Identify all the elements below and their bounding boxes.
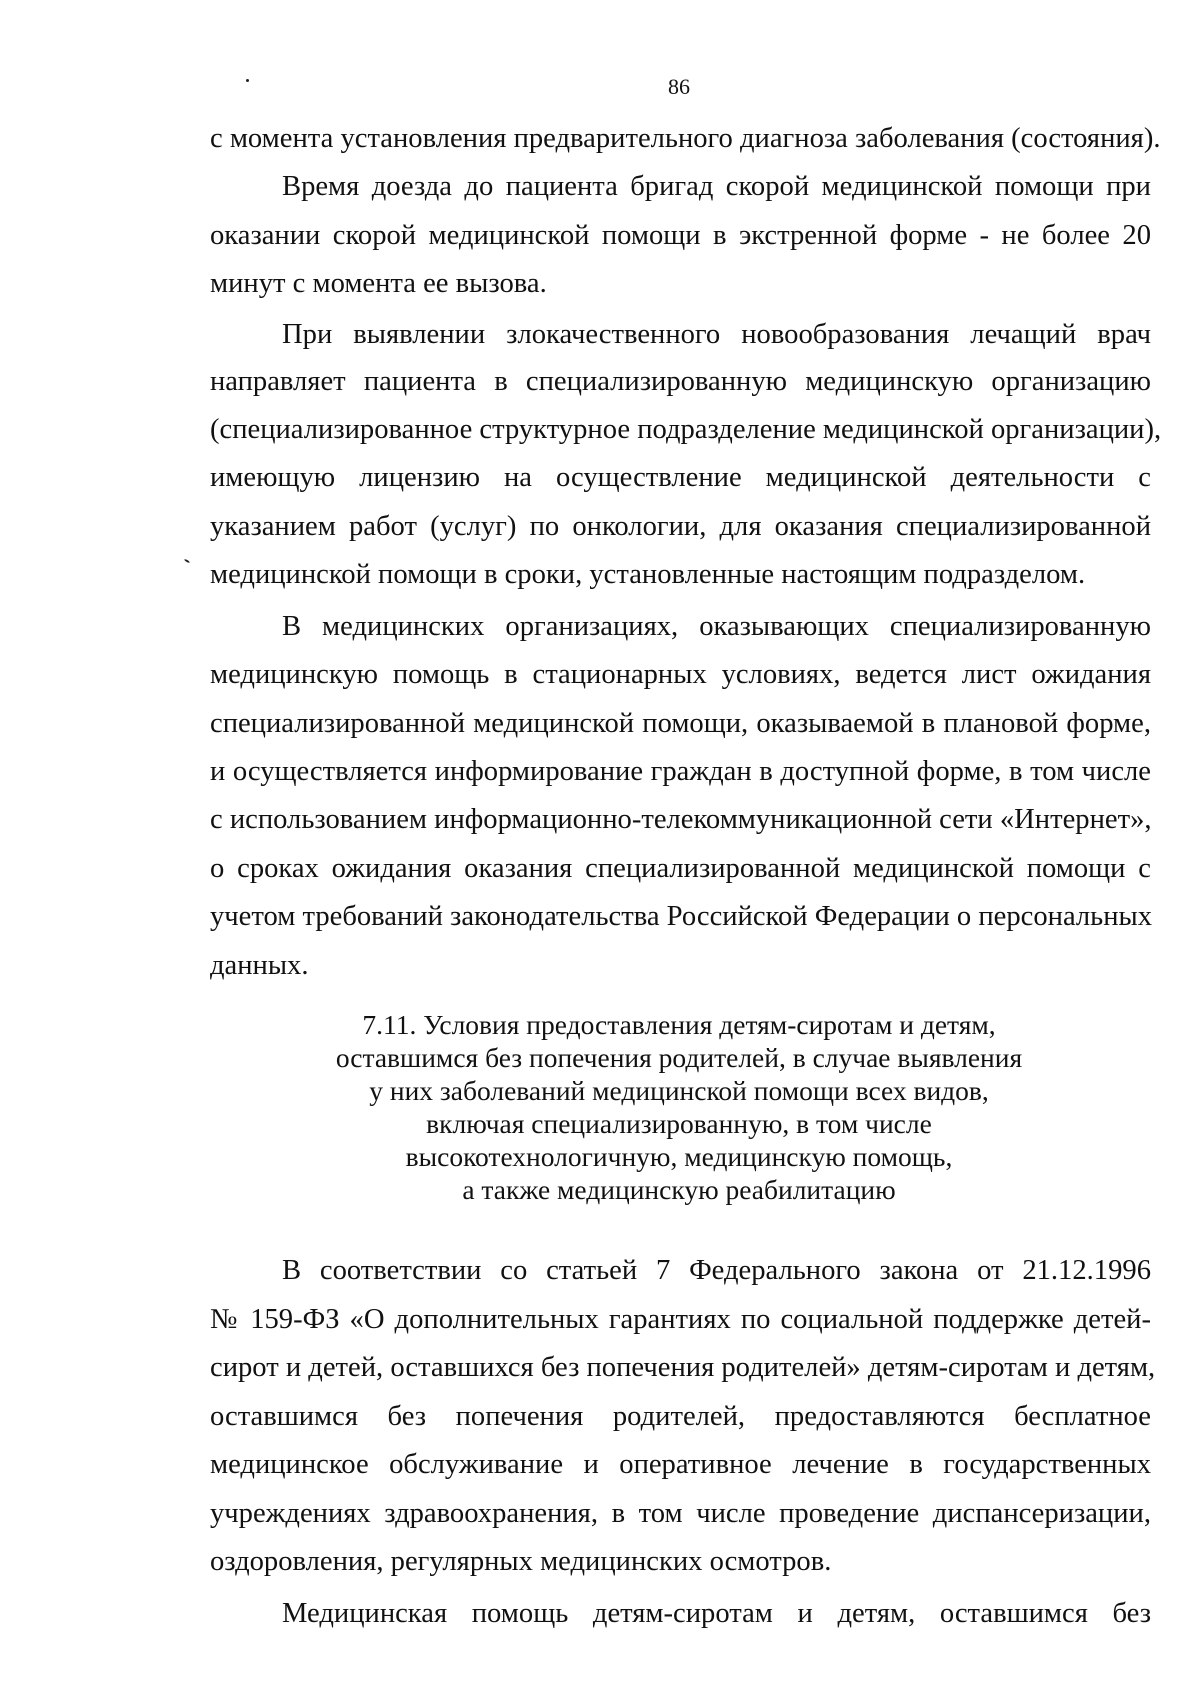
body-line: имеющую лицензию на осуществление медицинской деятельности с	[210, 462, 1151, 493]
body-line: (специализированное структурное подразделение медицинской организации),	[210, 414, 1162, 445]
body-line: и осуществляется информирование граждан в доступной форме, в том числе	[210, 756, 1151, 787]
body-line: минут с момента ее вызова.	[210, 268, 547, 299]
body-line: № 159-ФЗ «О дополнительных гарантиях по социальной поддержке детей-	[210, 1304, 1151, 1335]
body-line: В соответствии со статьей 7 Федерального закона от 21.12.1996	[282, 1255, 1151, 1286]
scan-speck	[184, 559, 190, 564]
body-line: направляет пациента в специализированную медицинскую организацию	[210, 366, 1151, 397]
body-line: учетом требований законодательства Российской Федерации о персональных	[210, 901, 1153, 932]
body-line: оздоровления, регулярных медицинских осмотров.	[210, 1546, 832, 1577]
section-heading-line: 7.11. Условия предоставления детям-сиротам и детям,	[362, 1009, 996, 1040]
section-heading-line: включая специализированную, в том числе	[426, 1108, 932, 1139]
body-line: с использованием информационно-телекоммуникационной сети «Интернет»,	[210, 804, 1152, 835]
body-line: Медицинская помощь детям-сиротам и детям, оставшимся без	[282, 1598, 1151, 1629]
body-line: медицинское обслуживание и оперативное лечение в государственных	[210, 1449, 1151, 1480]
body-line: оказании скорой медицинской помощи в экстренной форме - не более 20	[210, 220, 1151, 251]
body-line: оставшимся без попечения родителей, предоставляются бесплатное	[210, 1401, 1151, 1432]
body-line: данных.	[210, 950, 309, 981]
body-line: с момента установления предварительного диагноза заболевания (состояния).	[210, 123, 1161, 154]
section-heading-line: оставшимся без попечения родителей, в случае выявления	[335, 1042, 1023, 1073]
section-heading-line: а также медицинскую реабилитацию	[462, 1174, 896, 1205]
body-line: Время доезда до пациента бригад скорой медицинской помощи при	[282, 171, 1151, 202]
body-line: учреждениях здравоохранения, в том числе проведение диспансеризации,	[210, 1498, 1151, 1529]
section-heading-line: у них заболеваний медицинской помощи всех видов,	[369, 1075, 989, 1106]
body-line: о сроках ожидания оказания специализированной медицинской помощи с	[210, 853, 1151, 884]
body-line: указанием работ (услуг) по онкологии, для оказания специализированной	[210, 511, 1151, 542]
body-line: специализированной медицинской помощи, оказываемой в плановой форме,	[210, 708, 1151, 739]
body-line: медицинскую помощь в стационарных условиях, ведется лист ожидания	[210, 659, 1151, 690]
section-heading-line: высокотехнологичную, медицинскую помощь,	[405, 1141, 953, 1172]
body-line: медицинской помощи в сроки, установленные настоящим подразделом.	[210, 559, 1086, 590]
body-line: сирот и детей, оставшихся без попечения родителей» детям-сиротам и детям,	[210, 1352, 1156, 1383]
body-line: В медицинских организациях, оказывающих специализированную	[282, 611, 1151, 642]
body-line: При выявлении злокачественного новообразования лечащий врач	[282, 319, 1151, 350]
page-number: 86	[668, 74, 690, 99]
